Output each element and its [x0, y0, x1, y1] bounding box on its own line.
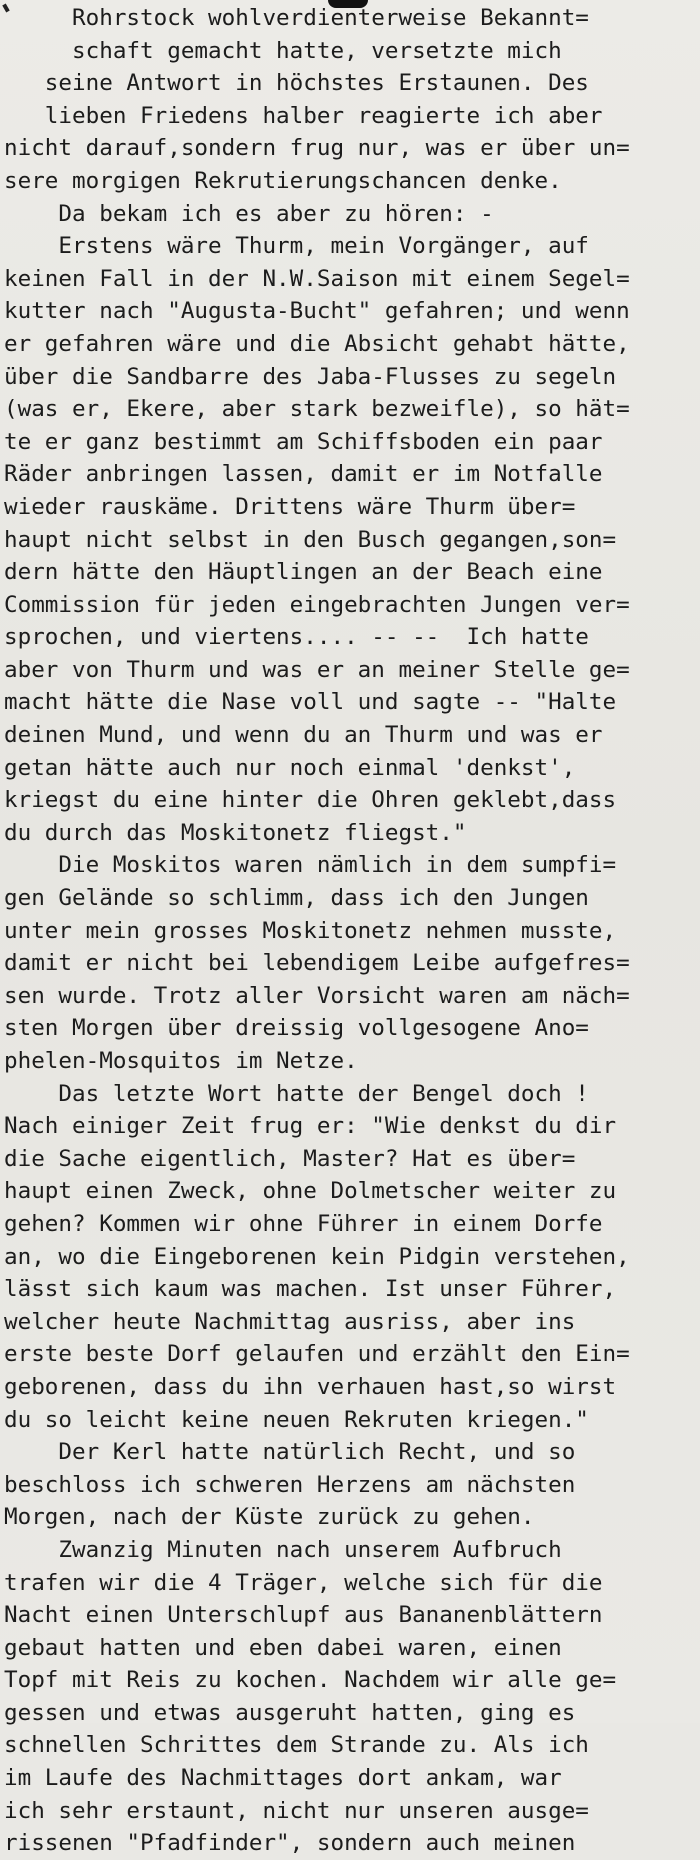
text-line: sere morgigen Rekrutierungschancen denke.: [4, 167, 562, 194]
text-line: kriegst du eine hinter die Ohren geklebt,dass: [4, 787, 617, 814]
text-line: nicht darauf,sondern frug nur, was er über un=: [4, 135, 630, 162]
text-line: Räder anbringen lassen, damit er im Notfalle: [4, 461, 603, 488]
text-line: gen Gelände so schlimm, dass ich den Jungen: [4, 885, 589, 912]
text-line: Da bekam ich es aber zu hören: -: [4, 200, 494, 227]
text-line: damit er nicht bei lebendigem Leibe aufgefres=: [4, 950, 630, 977]
text-line: sen wurde. Trotz aller Vorsicht waren am näch=: [4, 982, 630, 1009]
text-line: haupt einen Zweck, ohne Dolmetscher weiter zu: [4, 1178, 617, 1205]
text-line: welcher heute Nachmittag ausriss, aber ins: [4, 1308, 576, 1335]
text-line: ich sehr erstaunt, nicht nur unseren ausge=: [4, 1797, 589, 1824]
text-line: schnellen Schrittes dem Strande zu. Als ich: [4, 1732, 589, 1759]
text-line: Nach einiger Zeit frug er: "Wie denkst du dir: [4, 1113, 617, 1140]
text-line: dern hätte den Häuptlingen an der Beach eine: [4, 559, 603, 586]
text-line: an, wo die Eingeborenen kein Pidgin verstehen,: [4, 1243, 630, 1270]
text-line: schaft gemacht hatte, versetzte mich: [4, 37, 562, 64]
text-line: gebaut hatten und eben dabei waren, einen: [4, 1634, 562, 1661]
text-line: aber von Thurm und was er an meiner Stelle ge=: [4, 656, 630, 683]
text-line: kutter nach "Augusta-Bucht" gefahren; und wenn: [4, 298, 630, 325]
text-line: sprochen, und viertens.... -- -- Ich hatte: [4, 624, 589, 651]
text-line: haupt nicht selbst in den Busch gegangen,son=: [4, 526, 617, 553]
text-line: erste beste Dorf gelaufen und erzählt den Ein=: [4, 1341, 630, 1368]
text-line: (was er, Ekere, aber stark bezweifle), so hät=: [4, 396, 630, 423]
text-line: Erstens wäre Thurm, mein Vorgänger, auf: [4, 233, 589, 260]
text-line: gehen? Kommen wir ohne Führer in einem Dorfe: [4, 1210, 603, 1237]
text-line: die Sache eigentlich, Master? Hat es über=: [4, 1145, 576, 1172]
text-line: rissenen "Pfadfinder", sondern auch meinen: [4, 1830, 576, 1857]
text-line: gessen und etwas ausgeruht hatten, ging es: [4, 1699, 576, 1726]
text-line: im Laufe des Nachmittages dort ankam, war: [4, 1765, 562, 1792]
text-line: Das letzte Wort hatte der Bengel doch !: [4, 1080, 589, 1107]
text-line: Der Kerl hatte natürlich Recht, und so: [4, 1439, 576, 1466]
text-line: du so leicht keine neuen Rekruten kriegen.": [4, 1406, 589, 1433]
text-line: Zwanzig Minuten nach unserem Aufbruch: [4, 1536, 562, 1563]
text-line: phelen-Mosquitos im Netze.: [4, 1048, 358, 1074]
text-line: seine Antwort in höchstes Erstaunen. Des: [4, 70, 589, 97]
text-line: du durch das Moskitonetz fliegst.": [4, 819, 467, 846]
text-line: macht hätte die Nase voll und sagte -- "Halte: [4, 689, 617, 716]
text-line: Rohrstock wohlverdienterweise Bekannt=: [4, 5, 589, 31]
text-line: getan hätte auch nur noch einmal 'denkst',: [4, 754, 576, 781]
text-line: Nacht einen Unterschlupf aus Bananenblättern: [4, 1602, 603, 1629]
text-line: lässt sich kaum was machen. Ist unser Führer,: [4, 1276, 617, 1303]
text-line: geborenen, dass du ihn verhauen hast,so wirst: [4, 1373, 617, 1400]
text-line: lieben Friedens halber reagierte ich aber: [4, 102, 603, 129]
text-line: trafen wir die 4 Träger, welche sich für die: [4, 1569, 603, 1596]
text-line: te er ganz bestimmt am Schiffsboden ein paar: [4, 428, 603, 455]
text-line: Morgen, nach der Küste zurück zu gehen.: [4, 1504, 535, 1531]
text-line: beschloss ich schweren Herzens am nächsten: [4, 1471, 576, 1498]
text-line: wieder rauskäme. Drittens wäre Thurm über=: [4, 493, 576, 520]
text-line: sten Morgen über dreissig vollgesogene Ano=: [4, 1015, 589, 1042]
text-line: unter mein grosses Moskitonetz nehmen musste,: [4, 917, 617, 944]
text-line: Commission für jeden eingebrachten Jungen ver=: [4, 591, 630, 618]
document-body: [4, 2, 698, 1860]
text-line: keinen Fall in der N.W.Saison mit einem Segel=: [4, 265, 630, 292]
text-line: deinen Mund, und wenn du an Thurm und was er: [4, 722, 603, 749]
text-line: Die Moskitos waren nämlich in dem sumpfi=: [4, 852, 617, 879]
text-line: über die Sandbarre des Jaba-Flusses zu segeln: [4, 363, 617, 390]
text-line: Topf mit Reis zu kochen. Nachdem wir alle ge=: [4, 1667, 617, 1694]
text-line: er gefahren wäre und die Absicht gehabt hätte,: [4, 330, 630, 357]
